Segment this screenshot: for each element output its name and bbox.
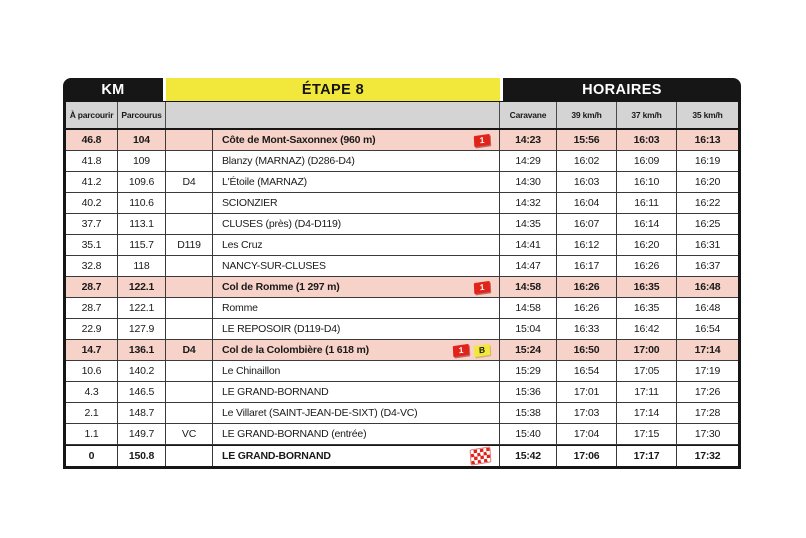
time-speed3-cell: 17:30 — [694, 428, 721, 440]
table-row — [66, 424, 738, 445]
table-row — [66, 382, 738, 403]
time-speed1-cell: 16:50 — [557, 340, 617, 360]
table-row — [66, 298, 738, 319]
time-speed2-cell: 17:17 — [617, 446, 677, 466]
time-speed3-cell: 16:22 — [694, 197, 721, 209]
km-covered-cell: 122.1 — [118, 277, 166, 297]
road-cell — [166, 214, 213, 234]
caravane-time-cell: 14:29 — [500, 151, 557, 171]
location-cell — [213, 403, 500, 423]
caravane-time-cell: 15:36 — [500, 382, 557, 402]
time-speed3-cell: 17:28 — [694, 407, 721, 419]
location-label: Col de Romme (1 297 m) — [222, 281, 340, 293]
time-speed3-cell: 16:48 — [694, 302, 721, 314]
time-speed1-cell: 16:17 — [557, 256, 617, 276]
location-label: Blanzy (MARNAZ) (D286-D4) — [222, 155, 355, 167]
location-label: NANCY-SUR-CLUSES — [222, 260, 326, 272]
time-speed1-cell: 16:54 — [557, 361, 617, 381]
location-label: LE GRAND-BORNAND — [222, 386, 329, 398]
location-cell — [213, 151, 500, 171]
time-speed1-cell: 15:56 — [557, 130, 617, 150]
km-covered-cell: 136.1 — [118, 340, 166, 360]
time-speed2-cell: 16:20 — [617, 235, 677, 255]
location-label: CLUSES (près) (D4-D119) — [222, 218, 341, 230]
flags-group — [447, 345, 490, 356]
caravane-time-cell: 15:29 — [500, 361, 557, 381]
location-cell — [213, 172, 500, 192]
table-body — [66, 130, 738, 466]
time-speed3-cell: 16:19 — [694, 155, 721, 167]
time-speed1-cell: 17:03 — [557, 403, 617, 423]
km-remaining-cell: 2.1 — [66, 403, 118, 423]
time-speed1-cell: 16:26 — [557, 298, 617, 318]
location-cell — [213, 193, 500, 213]
table-row — [66, 319, 738, 340]
location-cell — [213, 256, 500, 276]
location-label: LE GRAND-BORNAND (entrée) — [222, 428, 367, 440]
caravane-time-cell: 14:32 — [500, 193, 557, 213]
col-header-caravane: Caravane — [500, 102, 557, 128]
time-speed3-cell: 16:48 — [694, 281, 721, 293]
road-cell — [166, 361, 213, 381]
km-covered-cell: 110.6 — [118, 193, 166, 213]
time-speed1-cell: 16:26 — [557, 277, 617, 297]
km-covered-cell: 140.2 — [118, 361, 166, 381]
km-remaining-cell: 40.2 — [66, 193, 118, 213]
km-remaining-cell: 28.7 — [66, 277, 118, 297]
location-cell — [213, 319, 500, 339]
road-cell — [166, 193, 213, 213]
caravane-time-cell: 15:04 — [500, 319, 557, 339]
bonus-sprint-flag-icon: B — [474, 343, 490, 356]
table-row — [66, 151, 738, 172]
location-cell — [213, 382, 500, 402]
flags-group — [468, 282, 490, 293]
location-label: L'Étoile (MARNAZ) — [222, 176, 307, 188]
horaires-header-label: HORAIRES — [582, 81, 662, 98]
caravane-time-cell: 14:58 — [500, 298, 557, 318]
time-speed2-cell: 17:05 — [617, 361, 677, 381]
finish-checkered-flag-icon — [471, 448, 491, 465]
time-speed2-cell: 16:11 — [617, 193, 677, 213]
caravane-time-cell: 15:40 — [500, 424, 557, 444]
time-speed3-cell: 16:25 — [694, 218, 721, 230]
km-remaining-cell: 35.1 — [66, 235, 118, 255]
table-row — [66, 172, 738, 193]
road-cell — [166, 403, 213, 423]
road-cell: D4 — [166, 172, 213, 192]
km-remaining-cell: 10.6 — [66, 361, 118, 381]
time-speed1-cell: 16:03 — [557, 172, 617, 192]
km-remaining-cell: 32.8 — [66, 256, 118, 276]
caravane-time-cell: 15:38 — [500, 403, 557, 423]
km-remaining-cell: 46.8 — [66, 130, 118, 150]
location-cell — [213, 277, 500, 297]
time-speed1-cell: 17:01 — [557, 382, 617, 402]
km-remaining-cell: 14.7 — [66, 340, 118, 360]
time-speed3-cell: 17:32 — [694, 450, 721, 462]
location-label: SCIONZIER — [222, 197, 278, 209]
km-remaining-cell: 37.7 — [66, 214, 118, 234]
caravane-time-cell: 14:23 — [500, 130, 557, 150]
table-frame — [63, 101, 741, 469]
road-cell — [166, 446, 213, 466]
table-row — [66, 235, 738, 256]
table-row — [66, 214, 738, 235]
time-speed2-cell: 17:15 — [617, 424, 677, 444]
location-label: LE GRAND-BORNAND — [222, 450, 331, 462]
location-cell — [213, 424, 500, 444]
stage-timetable — [63, 78, 741, 469]
road-cell — [166, 277, 213, 297]
table-row — [66, 361, 738, 382]
location-cell — [213, 340, 500, 360]
time-speed1-cell: 17:06 — [557, 446, 617, 466]
km-covered-cell: 115.7 — [118, 235, 166, 255]
km-remaining-cell: 4.3 — [66, 382, 118, 402]
caravane-time-cell: 14:58 — [500, 277, 557, 297]
km-remaining-cell: 41.8 — [66, 151, 118, 171]
category-1-climb-flag-icon: 1 — [474, 133, 490, 146]
location-cell — [213, 214, 500, 234]
table-row — [66, 445, 738, 466]
time-speed1-cell: 16:07 — [557, 214, 617, 234]
km-covered-cell: 150.8 — [118, 446, 166, 466]
table-row — [66, 130, 738, 151]
km-covered-cell: 149.7 — [118, 424, 166, 444]
etape-header-label: ÉTAPE 8 — [301, 81, 365, 98]
time-speed3-cell: 16:54 — [694, 323, 721, 335]
col-header-speed-37: 37 km/h — [617, 102, 677, 128]
location-label: Le Villaret (SAINT-JEAN-DE-SIXT) (D4-VC) — [222, 407, 418, 419]
time-speed2-cell: 17:14 — [617, 403, 677, 423]
road-cell — [166, 319, 213, 339]
km-covered-cell: 146.5 — [118, 382, 166, 402]
table-row — [66, 403, 738, 424]
flags-group — [465, 449, 490, 463]
flags-group — [468, 135, 490, 146]
category-1-climb-flag-icon: 1 — [474, 280, 490, 293]
caravane-time-cell: 15:24 — [500, 340, 557, 360]
col-header-covered: Parcourus — [118, 102, 166, 128]
km-covered-cell: 148.7 — [118, 403, 166, 423]
caravane-time-cell: 14:30 — [500, 172, 557, 192]
km-covered-cell: 109 — [118, 151, 166, 171]
time-speed1-cell: 17:04 — [557, 424, 617, 444]
km-remaining-cell: 0 — [66, 446, 118, 466]
location-label: LE REPOSOIR (D119-D4) — [222, 323, 341, 335]
road-cell — [166, 130, 213, 150]
location-cell — [213, 361, 500, 381]
km-covered-cell: 104 — [118, 130, 166, 150]
time-speed3-cell: 17:19 — [694, 365, 721, 377]
km-header — [63, 78, 163, 101]
table-subheader-row — [66, 102, 738, 130]
horaires-header — [503, 78, 741, 101]
location-cell — [213, 298, 500, 318]
time-speed2-cell: 16:03 — [617, 130, 677, 150]
km-header-label: KM — [101, 81, 125, 98]
time-speed3-cell: 17:14 — [694, 344, 721, 356]
caravane-time-cell: 15:42 — [500, 446, 557, 466]
time-speed1-cell: 16:04 — [557, 193, 617, 213]
table-header-band — [63, 78, 741, 101]
km-covered-cell: 127.9 — [118, 319, 166, 339]
col-header-speed-39: 39 km/h — [557, 102, 617, 128]
road-cell — [166, 298, 213, 318]
time-speed2-cell: 16:14 — [617, 214, 677, 234]
time-speed2-cell: 16:26 — [617, 256, 677, 276]
time-speed2-cell: 17:00 — [617, 340, 677, 360]
time-speed3-cell: 16:20 — [694, 176, 721, 188]
time-speed3-cell: 16:31 — [694, 239, 721, 251]
caravane-time-cell: 14:35 — [500, 214, 557, 234]
category-1-climb-flag-icon: 1 — [453, 343, 469, 356]
location-cell — [213, 235, 500, 255]
road-cell: VC — [166, 424, 213, 444]
km-covered-cell: 113.1 — [118, 214, 166, 234]
time-speed2-cell: 16:10 — [617, 172, 677, 192]
time-speed3-cell: 16:37 — [694, 260, 721, 272]
time-speed1-cell: 16:33 — [557, 319, 617, 339]
road-cell — [166, 256, 213, 276]
location-cell — [213, 130, 500, 150]
time-speed1-cell: 16:02 — [557, 151, 617, 171]
km-remaining-cell: 1.1 — [66, 424, 118, 444]
location-label: Col de la Colombière (1 618 m) — [222, 344, 369, 356]
km-covered-cell: 109.6 — [118, 172, 166, 192]
table-row — [66, 193, 738, 214]
caravane-time-cell: 14:47 — [500, 256, 557, 276]
time-speed2-cell: 17:11 — [617, 382, 677, 402]
col-header-remaining: À parcourir — [66, 102, 118, 128]
time-speed2-cell: 16:35 — [617, 298, 677, 318]
road-cell — [166, 151, 213, 171]
table-row — [66, 340, 738, 361]
km-remaining-cell: 28.7 — [66, 298, 118, 318]
location-label: Le Chinaillon — [222, 365, 281, 377]
caravane-time-cell: 14:41 — [500, 235, 557, 255]
time-speed1-cell: 16:12 — [557, 235, 617, 255]
col-header-speed-35: 35 km/h — [677, 102, 738, 128]
km-remaining-cell: 41.2 — [66, 172, 118, 192]
etape-header — [166, 78, 500, 101]
time-speed3-cell: 16:13 — [694, 134, 721, 146]
table-row — [66, 256, 738, 277]
road-cell: D119 — [166, 235, 213, 255]
km-covered-cell: 118 — [118, 256, 166, 276]
km-remaining-cell: 22.9 — [66, 319, 118, 339]
time-speed2-cell: 16:42 — [617, 319, 677, 339]
km-covered-cell: 122.1 — [118, 298, 166, 318]
location-label: Les Cruz — [222, 239, 263, 251]
time-speed2-cell: 16:09 — [617, 151, 677, 171]
time-speed2-cell: 16:35 — [617, 277, 677, 297]
location-label: Côte de Mont-Saxonnex (960 m) — [222, 134, 376, 146]
location-cell — [213, 446, 500, 466]
location-label: Romme — [222, 302, 258, 314]
road-cell: D4 — [166, 340, 213, 360]
road-cell — [166, 382, 213, 402]
col-header-spacer — [166, 102, 500, 128]
time-speed3-cell: 17:26 — [694, 386, 721, 398]
table-row — [66, 277, 738, 298]
